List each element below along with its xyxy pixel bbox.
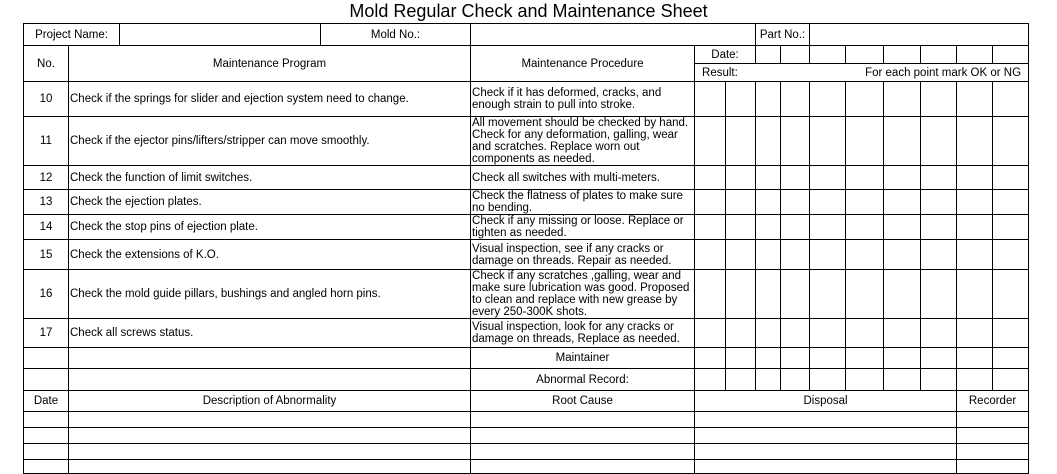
result-cell[interactable]	[810, 117, 846, 166]
date-cell[interactable]	[810, 46, 846, 64]
date-cell[interactable]	[756, 46, 781, 64]
part-no-field[interactable]	[810, 24, 1029, 46]
result-cell[interactable]	[846, 240, 884, 270]
col-program-header: Maintenance Program	[69, 46, 471, 82]
result-cell[interactable]	[957, 117, 993, 166]
result-cell[interactable]	[957, 82, 993, 117]
header-row	[24, 24, 1029, 46]
maintainer-cell[interactable]	[756, 348, 781, 369]
abnormality-row	[24, 444, 1029, 460]
abnormal-cell[interactable]	[726, 369, 756, 391]
result-label: Result:	[702, 66, 738, 79]
col-procedure-header: Maintenance Procedure	[471, 46, 695, 82]
abn-disposal-cell[interactable]	[695, 444, 957, 460]
maintainer-cell[interactable]	[921, 348, 957, 369]
abn-date-cell[interactable]	[24, 460, 69, 474]
mold-no-field[interactable]	[471, 24, 756, 46]
maintainer-cell[interactable]	[993, 348, 1029, 369]
project-name-field[interactable]	[120, 24, 321, 46]
abn-date-cell[interactable]	[24, 444, 69, 460]
abn-description-cell[interactable]	[69, 412, 471, 428]
column-header-row	[24, 46, 1029, 64]
result-cell[interactable]	[884, 190, 921, 215]
result-cell[interactable]	[781, 240, 810, 270]
result-cell[interactable]	[846, 215, 884, 240]
maintainer-cell[interactable]	[695, 348, 726, 369]
date-label: Date:	[695, 46, 756, 64]
abnormal-cell[interactable]	[846, 369, 884, 391]
item-program: Check the stop pins of ejection plate.	[69, 215, 471, 240]
abnormal-cell[interactable]	[781, 369, 810, 391]
date-cell[interactable]	[846, 46, 884, 64]
item-no: 11	[24, 117, 69, 166]
result-cell[interactable]	[846, 319, 884, 348]
result-cell[interactable]	[781, 82, 810, 117]
result-cell[interactable]	[726, 215, 756, 240]
item-no: 14	[24, 215, 69, 240]
result-cell[interactable]	[810, 215, 846, 240]
date-cell[interactable]	[921, 46, 957, 64]
abn-date-cell[interactable]	[24, 428, 69, 444]
result-cell[interactable]	[781, 166, 810, 190]
maintainer-cell[interactable]	[957, 348, 993, 369]
result-cell[interactable]	[810, 319, 846, 348]
result-cell[interactable]	[756, 270, 781, 319]
result-cell[interactable]	[957, 166, 993, 190]
part-no-label: Part No.:	[756, 24, 810, 46]
result-cell[interactable]	[781, 270, 810, 319]
table-row	[24, 240, 1029, 270]
table-row	[24, 190, 1029, 215]
item-no: 17	[24, 319, 69, 348]
item-no: 15	[24, 240, 69, 270]
item-program: Check the mold guide pillars, bushings and angled horn pins.	[69, 270, 471, 319]
result-header	[695, 64, 1029, 82]
result-cell[interactable]	[846, 270, 884, 319]
abn-recorder-header: Recorder	[957, 391, 1029, 412]
result-cell[interactable]	[756, 117, 781, 166]
result-cell[interactable]	[781, 215, 810, 240]
result-cell[interactable]	[810, 166, 846, 190]
item-program: Check the extensions of K.O.	[69, 240, 471, 270]
abnormal-cell[interactable]	[957, 369, 993, 391]
abn-root-cause-cell[interactable]	[471, 460, 695, 474]
maintainer-cell[interactable]	[846, 348, 884, 369]
result-cell[interactable]	[921, 117, 957, 166]
item-program: Check all screws status.	[69, 319, 471, 348]
abnormality-row	[24, 428, 1029, 444]
result-cell[interactable]	[695, 166, 726, 190]
table-row	[24, 82, 1029, 117]
blank-cell	[24, 369, 69, 391]
result-cell[interactable]	[695, 319, 726, 348]
date-cell[interactable]	[781, 46, 810, 64]
result-cell[interactable]	[846, 190, 884, 215]
maintainer-row	[24, 348, 1029, 369]
item-no: 13	[24, 190, 69, 215]
result-cell[interactable]	[993, 270, 1029, 319]
sheet-title: Mold Regular Check and Maintenance Sheet	[349, 1, 708, 21]
result-cell[interactable]	[846, 82, 884, 117]
abn-description-cell[interactable]	[69, 444, 471, 460]
item-program: Check if the springs for slider and ejection system need to change.	[69, 82, 471, 117]
abn-disposal-header: Disposal	[695, 391, 957, 412]
result-cell[interactable]	[921, 319, 957, 348]
item-procedure: Check the flatness of plates to make sure no bending.	[471, 190, 695, 215]
result-cell[interactable]	[884, 117, 921, 166]
result-cell[interactable]	[957, 319, 993, 348]
result-cell[interactable]	[884, 240, 921, 270]
result-cell[interactable]	[846, 117, 884, 166]
abn-recorder-cell[interactable]	[957, 412, 1029, 428]
abn-description-cell[interactable]	[69, 428, 471, 444]
abnormality-header-row	[24, 391, 1029, 412]
abnormal-cell[interactable]	[810, 369, 846, 391]
mold-no-label: Mold No.:	[321, 24, 471, 46]
abn-recorder-cell[interactable]	[957, 444, 1029, 460]
item-program: Check the ejection plates.	[69, 190, 471, 215]
result-cell[interactable]	[884, 166, 921, 190]
blank-cell	[69, 348, 471, 369]
col-no-header: No.	[24, 46, 69, 82]
result-cell[interactable]	[781, 319, 810, 348]
result-cell[interactable]	[846, 166, 884, 190]
item-procedure: Check all switches with multi-meters.	[471, 166, 695, 190]
abnormal-record-label: Abnormal Record:	[471, 369, 695, 391]
result-cell[interactable]	[921, 215, 957, 240]
item-no: 12	[24, 166, 69, 190]
abn-root-cause-cell[interactable]	[471, 444, 695, 460]
item-program: Check if the ejector pins/lifters/stripper can move smoothly.	[69, 117, 471, 166]
result-cell[interactable]	[756, 166, 781, 190]
result-cell[interactable]	[957, 270, 993, 319]
result-cell[interactable]	[726, 319, 756, 348]
item-procedure: Check if it has deformed, cracks, and enough strain to pull into stroke.	[471, 82, 695, 117]
result-cell[interactable]	[695, 82, 726, 117]
result-cell[interactable]	[756, 190, 781, 215]
result-cell[interactable]	[695, 117, 726, 166]
date-cell[interactable]	[957, 46, 993, 64]
result-cell[interactable]	[781, 190, 810, 215]
result-cell[interactable]	[993, 166, 1029, 190]
item-no: 10	[24, 82, 69, 117]
item-program: Check the function of limit switches.	[69, 166, 471, 190]
table-row	[24, 215, 1029, 240]
result-cell[interactable]	[884, 215, 921, 240]
blank-cell	[24, 348, 69, 369]
result-cell[interactable]	[726, 82, 756, 117]
abnormality-row	[24, 460, 1029, 474]
abn-description-header: Description of Abnormality	[69, 391, 471, 412]
result-cell[interactable]	[921, 190, 957, 215]
result-cell[interactable]	[810, 82, 846, 117]
result-cell[interactable]	[810, 190, 846, 215]
result-cell[interactable]	[756, 82, 781, 117]
maintainer-label: Maintainer	[471, 348, 695, 369]
result-cell[interactable]	[695, 240, 726, 270]
result-cell[interactable]	[921, 166, 957, 190]
table-row	[24, 319, 1029, 348]
abnormal-cell[interactable]	[921, 369, 957, 391]
abnormal-cell[interactable]	[756, 369, 781, 391]
abn-root-cause-cell[interactable]	[471, 412, 695, 428]
result-cell[interactable]	[921, 82, 957, 117]
result-cell[interactable]	[810, 270, 846, 319]
maintainer-cell[interactable]	[884, 348, 921, 369]
maintainer-cell[interactable]	[726, 348, 756, 369]
abn-recorder-cell[interactable]	[957, 428, 1029, 444]
result-cell[interactable]	[695, 190, 726, 215]
result-cell[interactable]	[993, 190, 1029, 215]
abnormal-cell[interactable]	[884, 369, 921, 391]
result-cell[interactable]	[726, 166, 756, 190]
table-row	[24, 166, 1029, 190]
maintainer-cell[interactable]	[781, 348, 810, 369]
result-cell[interactable]	[756, 240, 781, 270]
result-cell[interactable]	[726, 190, 756, 215]
item-procedure: Check if any scratches ,galling, wear and make sure lubrication was good. Proposed to clean and replace with new grease by every 250-300K shots.	[471, 270, 695, 319]
item-no: 16	[24, 270, 69, 319]
result-cell[interactable]	[884, 270, 921, 319]
abn-description-cell[interactable]	[69, 460, 471, 474]
result-cell[interactable]	[993, 82, 1029, 117]
result-cell[interactable]	[756, 319, 781, 348]
abn-recorder-cell[interactable]	[957, 460, 1029, 474]
date-cell[interactable]	[993, 46, 1029, 64]
abnormal-cell[interactable]	[695, 369, 726, 391]
result-cell[interactable]	[781, 117, 810, 166]
maintainer-cell[interactable]	[810, 348, 846, 369]
result-cell[interactable]	[695, 215, 726, 240]
result-cell[interactable]	[993, 215, 1029, 240]
abnormal-record-row	[24, 369, 1029, 391]
result-cell[interactable]	[695, 270, 726, 319]
result-cell[interactable]	[884, 319, 921, 348]
result-cell[interactable]	[921, 270, 957, 319]
result-cell[interactable]	[756, 215, 781, 240]
blank-cell	[69, 369, 471, 391]
table-row	[24, 270, 1029, 319]
result-cell[interactable]	[957, 240, 993, 270]
result-cell[interactable]	[810, 240, 846, 270]
item-procedure: Check if any missing or loose. Replace or tighten as needed.	[471, 215, 695, 240]
result-cell[interactable]	[957, 215, 993, 240]
abn-disposal-cell[interactable]	[695, 412, 957, 428]
result-cell[interactable]	[726, 117, 756, 166]
abnormal-cell[interactable]	[993, 369, 1029, 391]
project-name-label: Project Name:	[24, 24, 120, 46]
item-procedure: Visual inspection, look for any cracks or damage on threads, Replace as needed.	[471, 319, 695, 348]
abn-date-cell[interactable]	[24, 412, 69, 428]
table-row	[24, 117, 1029, 166]
result-cell[interactable]	[957, 190, 993, 215]
result-cell[interactable]	[726, 270, 756, 319]
result-cell[interactable]	[921, 240, 957, 270]
result-cell[interactable]	[993, 319, 1029, 348]
abn-disposal-cell[interactable]	[695, 460, 957, 474]
result-cell[interactable]	[726, 240, 756, 270]
result-note: For each point mark OK or NG	[865, 66, 1022, 79]
result-cell[interactable]	[993, 117, 1029, 166]
result-cell[interactable]	[884, 82, 921, 117]
item-procedure: All movement should be checked by hand. Check for any deformation, galling, wear and scratches. Replace worn out components as needed.	[471, 117, 695, 166]
abn-root-cause-cell[interactable]	[471, 428, 695, 444]
abn-date-header: Date	[24, 391, 69, 412]
date-cell[interactable]	[884, 46, 921, 64]
abnormality-row	[24, 412, 1029, 428]
abn-disposal-cell[interactable]	[695, 428, 957, 444]
item-procedure: Visual inspection, see if any cracks or damage on threads. Repair as needed.	[471, 240, 695, 270]
abn-root-cause-header: Root Cause	[471, 391, 695, 412]
maintenance-sheet-table	[23, 23, 1029, 474]
result-cell[interactable]	[993, 240, 1029, 270]
